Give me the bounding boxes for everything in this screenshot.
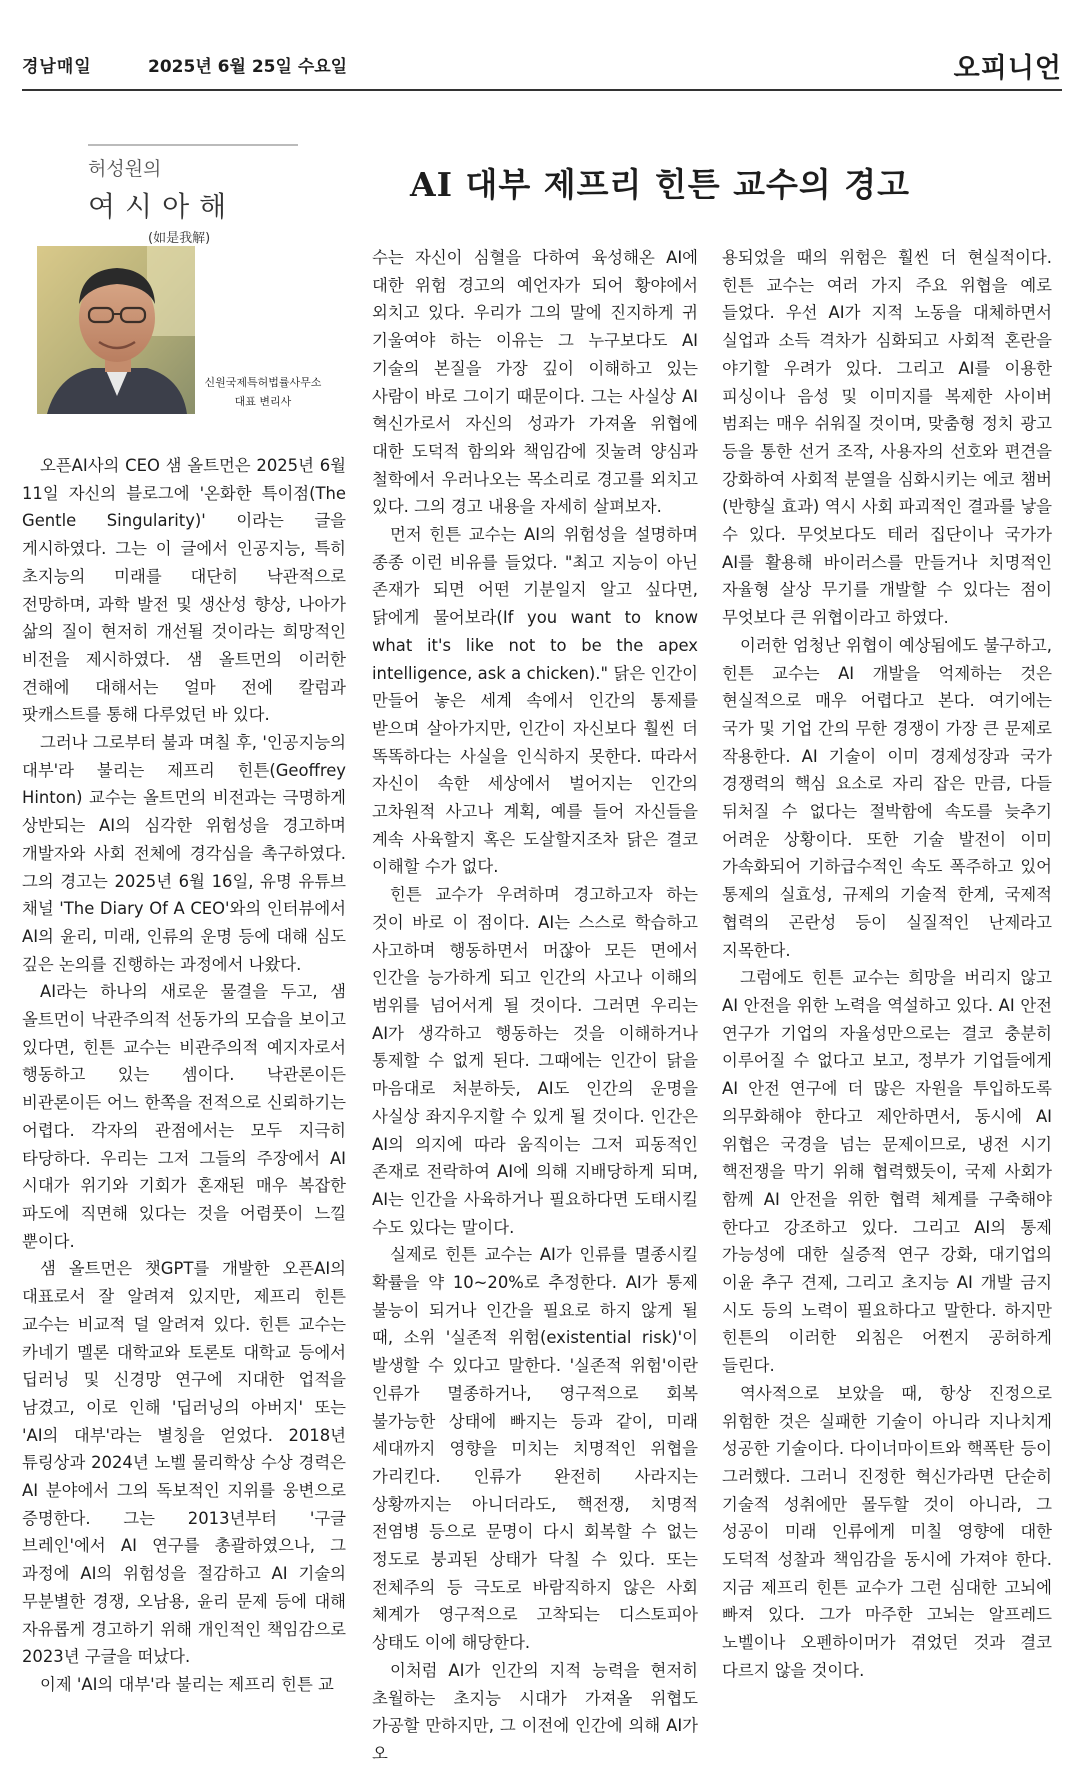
- masthead-divider: [22, 89, 1062, 91]
- paragraph: AI라는 하나의 새로운 물결을 두고, 샘 올트먼이 낙관주의적 선동가의 모습을 보이고 있다면, 힌튼 교수는 비관주의적 예지자로서 행동하고 있는 셈이다. 낙관론이든 비관론이든 어느 한쪽을 전적으로 신뢰하기는 어렵다. 각자의 관점에서는 모두 지극히 타당하다. 우리는 그저 그들의 주장에서 AI 시대가 위기와 기회가 혼재된 매우 복잡한 파도에 직면해 있다는 것을 어렴풋이 느낄 뿐이다.: [22, 982, 346, 1251]
- article-column-2: [372, 244, 698, 1768]
- author-affiliation: 신원국제특허법률사무소: [204, 376, 322, 389]
- column-series-header: [88, 144, 298, 246]
- author-title: 대표 변리사: [234, 395, 292, 408]
- article-column-3: [722, 244, 1052, 1685]
- masthead: [22, 46, 1062, 86]
- series-hanja: (如是我解): [148, 231, 211, 246]
- article-headline: AI 대부 제프리 힌튼 교수의 경고: [409, 165, 911, 205]
- series-name: 여시아해: [88, 190, 237, 223]
- series-rule: [88, 144, 298, 146]
- issue-date: 2025년 6월 25일 수요일: [148, 57, 348, 77]
- paragraph: 이러한 엄청난 위협이 예상됨에도 불구하고, 힌튼 교수는 AI 개발을 억제하는 것은 현실적으로 매우 어렵다고 본다. 여기에는 국가 및 기업 간의 무한 경쟁이 가장 큰 문제로 작용한다. AI 기술이 이미 경제성장과 국가 경쟁력의 핵심 요소로 자리 잡은 만큼, 다들 뒤처질 수 없다는 절박함에 속도를 늦추기 어려운 상황이다. 또한 기술 발전이 이미 가속화되어 기하급수적인 속도 폭주하고 있어 통제의 실효성, 규제의 기술적 한계, 국제적 협력의 곤란성 등이 실질적인 난제라고 지목한다.: [722, 635, 1052, 960]
- paper-name: 경남매일: [22, 57, 92, 77]
- paragraph: 용되었을 때의 위험은 훨씬 더 현실적이다. 힌튼 교수는 여러 가지 주요 위협을 예로 들었다. 우선 AI가 지적 노동을 대체하면서 실업과 소득 격차가 심화되고 사회적 혼란을 야기할 우려가 있다. 그리고 AI를 이용한 피싱이나 음성 및 이미지를 복제한 사이버 범죄는 매우 쉬워질 것이며, 맞춤형 정치 광고 등을 통한 선거 조작, 사용자의 선호와 편견을 강화하여 사회적 분열을 심화시키는 에코 챔버(반향실 효과) 역시 사회 파괴적인 결과를 낳을 수 있다. 무엇보다도 테러 집단이나 국가가 AI를 활용해 바이러스를 만들거나 치명적인 자율형 살상 무기를 개발할 수 있다는 점이 무엇보다 큰 위협이라고 하였다.: [722, 248, 1052, 628]
- paragraph: 힌튼 교수가 우려하며 경고하고자 하는 것이 바로 이 점이다. AI는 스스로 학습하고 사고하며 행동하면서 머잖아 모든 면에서 인간을 능가하게 되고 인간의 사고나 이해의 범위를 넘어서게 될 것이다. 그러면 우리는 AI가 생각하고 행동하는 것을 이해하거나 통제할 수 없게 된다. 그때에는 인간이 닭을 마음대로 처분하듯, AI도 인간의 운명을 사실상 좌지우지할 수 있게 될 것이다. 인간은 AI의 의지에 따라 움직이는 그저 피동적인 존재로 전락하여 AI에 의해 지배당하게 되며, AI는 인간을 사육하거나 필요하다면 도태시킬 수도 있다는 말이다.: [372, 885, 698, 1237]
- paragraph: 그럼에도 힌튼 교수는 희망을 버리지 않고 AI 안전을 위한 노력을 역설하고 있다. AI 안전 연구가 기업의 자율성만으로는 결코 충분히 이루어질 수 없다고 보고, 정부가 기업들에게 AI 안전 연구에 더 많은 자원을 투입하도록 의무화해야 한다고 제안하면서, 동시에 AI 위협은 국경을 넘는 문제이므로, 냉전 시기 핵전쟁을 막기 위해 협력했듯이, 국제 사회가 함께 AI 안전을 위한 협력 체계를 구축해야 한다고 강조하고 있다. 그리고 AI의 통제 가능성에 대한 실증적 연구 강화, 대기업의 이윤 추구 견제, 그리고 초지능 AI 개발 금지 시도 등의 노력이 필요하다고 말한다. 하지만 힌튼의 이러한 외침은 어쩐지 공허하게 들린다.: [722, 968, 1052, 1376]
- author-caption: [198, 373, 328, 411]
- section-title: 오피니언: [953, 53, 1062, 84]
- paragraph: 먼저 힌튼 교수는 AI의 위험성을 설명하며 종종 이런 비유를 들었다. "최고 지능이 아닌 존재가 되면 어떤 기분일지 알고 싶다면, 닭에게 물어보라(If you want to know what it's like not to be the apex intelligence, ask a chicken)." 닭은 인간이 만들어 놓은 세계 속에서 인간의 통제를 받으며 살아가지만, 인간이 자신보다 훨씬 더 똑똑하다는 사실을 인식하지 못한다. 따라서 자신이 속한 세상에서 벌어지는 인간의 고차원적 사고나 계획, 예를 들어 자신들을 계속 사육할지 혹은 도살할지조차 닭은 결코 이해할 수가 없다.: [372, 525, 698, 877]
- paragraph: 그러나 그로부터 불과 며칠 후, '인공지능의 대부'라 불리는 제프리 힌튼(Geoffrey Hinton) 교수는 올트먼의 비전과는 극명하게 상반되는 AI의 심각한 위험성을 경고하며 개발자와 사회 전체에 경각심을 촉구하였다. 그의 경고는 2025년 6월 16일, 유명 유튜브 채널 'The Diary Of A CEO'와의 인터뷰에서 AI의 윤리, 미래, 인류의 운명 등에 대해 심도 깊은 논의를 진행하는 과정에서 나왔다.: [22, 733, 346, 974]
- paragraph: 이제 'AI의 대부'라 불리는 제프리 힌튼 교: [40, 1674, 334, 1694]
- paragraph: 역사적으로 보았을 때, 항상 진정으로 위험한 것은 실패한 기술이 아니라 지나치게 성공한 기술이다. 다이너마이트와 핵폭탄 등이 그러했다. 그러니 진정한 혁신가라면 단순히 기술적 성취에만 몰두할 것이 아니라, 그 성공이 미래 인류에게 미칠 영향에 대한 도덕적 성찰과 책임감을 동시에 가져야 한다. 지금 제프리 힌튼 교수가 그런 심대한 고뇌에 빠져 있다. 그가 마주한 고뇌는 알프레드 노벨이나 오펜하이머가 겪었던 것과 결코 다르지 않을 것이다.: [722, 1383, 1052, 1680]
- paragraph: 오픈AI사의 CEO 샘 올트먼은 2025년 6월 11일 자신의 블로그에 '온화한 특이점(The Gentle Singularity)' 이라는 글을 게시하였다. 그는 이 글에서 인공지능, 특히 초지능의 미래를 대단히 낙관적으로 전망하며, 과학 발전 및 생산성 향상, 나아가 삶의 질이 현저히 개선될 것이라는 희망적인 비전을 제시하였다. 샘 올트먼의 이러한 견해에 대해서는 얼마 전에 칼럼과 팟캐스트를 통해 다루었던 바 있다.: [22, 456, 346, 725]
- author-photo: [37, 246, 195, 414]
- article-column-1: [22, 452, 346, 1699]
- paragraph: 수는 자신이 심혈을 다하여 육성해온 AI에 대한 위험 경고의 예언자가 되어 황야에서 외치고 있다. 우리가 그의 말에 진지하게 귀 기울여야 하는 이유는 그 누구보다도 AI 기술의 본질을 가장 깊이 이해하고 있는 사람이 바로 그이기 때문이다. 그는 사실상 AI 혁신가로서 자신의 성과가 가져올 위협에 대한 도덕적 함의와 책임감에 짓눌려 양심과 철학에서 우러나오는 목소리로 경고를 외치고 있다. 그의 경고 내용을 자세히 살펴보자.: [372, 248, 698, 517]
- paragraph: 실제로 힌튼 교수는 AI가 인류를 멸종시킬 확률을 약 10~20%로 추정한다. AI가 통제 불능이 되거나 인간을 필요로 하지 않게 될 때, 소위 '실존적 위험(existential risk)'이 발생할 수 있다고 말한다. '실존적 위험'이란 인류가 멸종하거나, 영구적으로 회복 불가능한 상태에 빠지는 등과 같이, 미래 세대까지 영향을 미치는 치명적인 위협을 가리킨다. 인류가 완전히 사라지는 상황까지는 아니더라도, 핵전쟁, 치명적 전염병 등으로 문명이 다시 회복할 수 없는 정도로 붕괴된 상태가 닥칠 수 있다. 또는 전체주의 등 극도로 바람직하지 않은 사회 체계가 영구적으로 고착되는 디스토피아 상태도 이에 해당한다.: [372, 1245, 698, 1653]
- paragraph: 샘 올트먼은 챗GPT를 개발한 오픈AI의 대표로서 잘 알려져 있지만, 제프리 힌튼 교수는 비교적 덜 알려져 있다. 힌튼 교수는 카네기 멜론 대학교와 토론토 대학교 등에서 딥러닝 및 신경망 연구에 지대한 업적을 남겼고, 이로 인해 '딥러닝의 아버지' 또는 'AI의 대부'라는 별칭을 얻었다. 2018년 튜링상과 2024년 노벨 물리학상 수상 경력은 AI 분야에서 그의 독보적인 지위를 웅변으로 증명한다. 그는 2013년부터 '구글 브레인'에서 AI 연구를 총괄하였으나, 그 과정에 AI의 위험성을 절감하고 AI 기술의 무분별한 경쟁, 오남용, 윤리 문제 등에 대해 자유롭게 경고하기 위해 개인적인 책임감으로 2023년 구글을 떠났다.: [22, 1259, 346, 1667]
- author-portrait-image: [37, 246, 195, 414]
- series-author: 허성원의: [88, 158, 162, 180]
- paragraph: 이처럼 AI가 인간의 지적 능력을 현저히 초월하는 초지능 시대가 가져올 위협도 가공할 만하지만, 그 이전에 인간에 의해 AI가 오: [372, 1660, 698, 1763]
